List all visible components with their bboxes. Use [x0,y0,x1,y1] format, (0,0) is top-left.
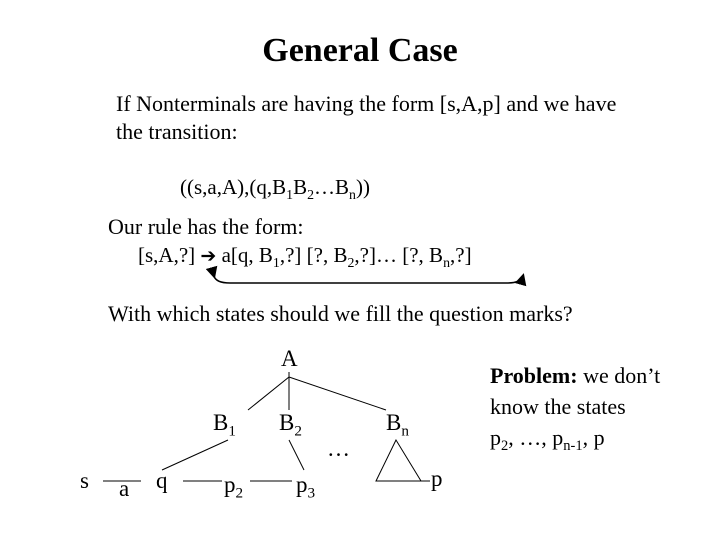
bn-triangle [376,440,421,481]
transition-mid: …B [314,175,350,199]
edge-b2-p3 [289,440,304,470]
intro-line-2: the transition: [116,119,238,144]
slide-title: General Case [262,32,458,69]
problem-line-3: $p_2$, …, $p_{n-1}$, p [490,425,605,455]
tree-node-root: A [281,346,298,371]
rule-label: Our rule has the form: [108,214,304,239]
state-q: q [156,468,168,493]
rule-part-3: ,?]… [?, B [354,243,444,267]
question-text: With which states should we fill the question marks? [108,301,573,326]
transition-sub-2: 2 [307,186,315,202]
tree-ellipsis: … [327,436,350,461]
edge-root-bn [289,377,386,410]
edge-b1-a [162,440,228,470]
tree-node-bn: $B_n$ [386,410,409,440]
rule-lhs: [s,A,?] [138,243,196,267]
problem-note [490,360,660,453]
right-arrow-icon: ➔ [200,245,217,267]
rule-sub-n: n [443,254,450,270]
edge-root-b1 [248,377,289,410]
tree-node-b2: $B_2$ [279,410,302,440]
rule-part-4: ,?] [450,243,472,267]
transition-sub-1: 1 [286,186,294,202]
transition-b2: B [293,175,308,199]
transition-pre: ((s,a,A),(q,B [180,175,287,199]
rule-part-2: ,?] [?, B [279,243,348,267]
state-p: p [431,466,443,491]
state-s: s [80,468,89,493]
state-p3: $p_3$ [296,472,316,502]
problem-line-1: Problem: we don’t [490,363,661,388]
state-p2: $p_2$ [224,472,244,502]
transition-sub-n: n [349,186,356,202]
rule-sub-1: 1 [272,254,280,270]
rule-sub-2: 2 [347,254,355,270]
transition-post: )) [355,175,370,199]
problem-line-2: know the states [490,394,626,419]
intro-line-1: If Nonterminals are having the form [s,A,p] and we have [116,91,617,116]
problem-label: Problem: [490,363,578,388]
symbol-a: a [119,476,130,501]
tree-node-b1: $B_1$ [213,410,236,440]
rule-part-1: a[q, B [216,243,273,267]
question-mark-link-arrow [214,276,523,283]
